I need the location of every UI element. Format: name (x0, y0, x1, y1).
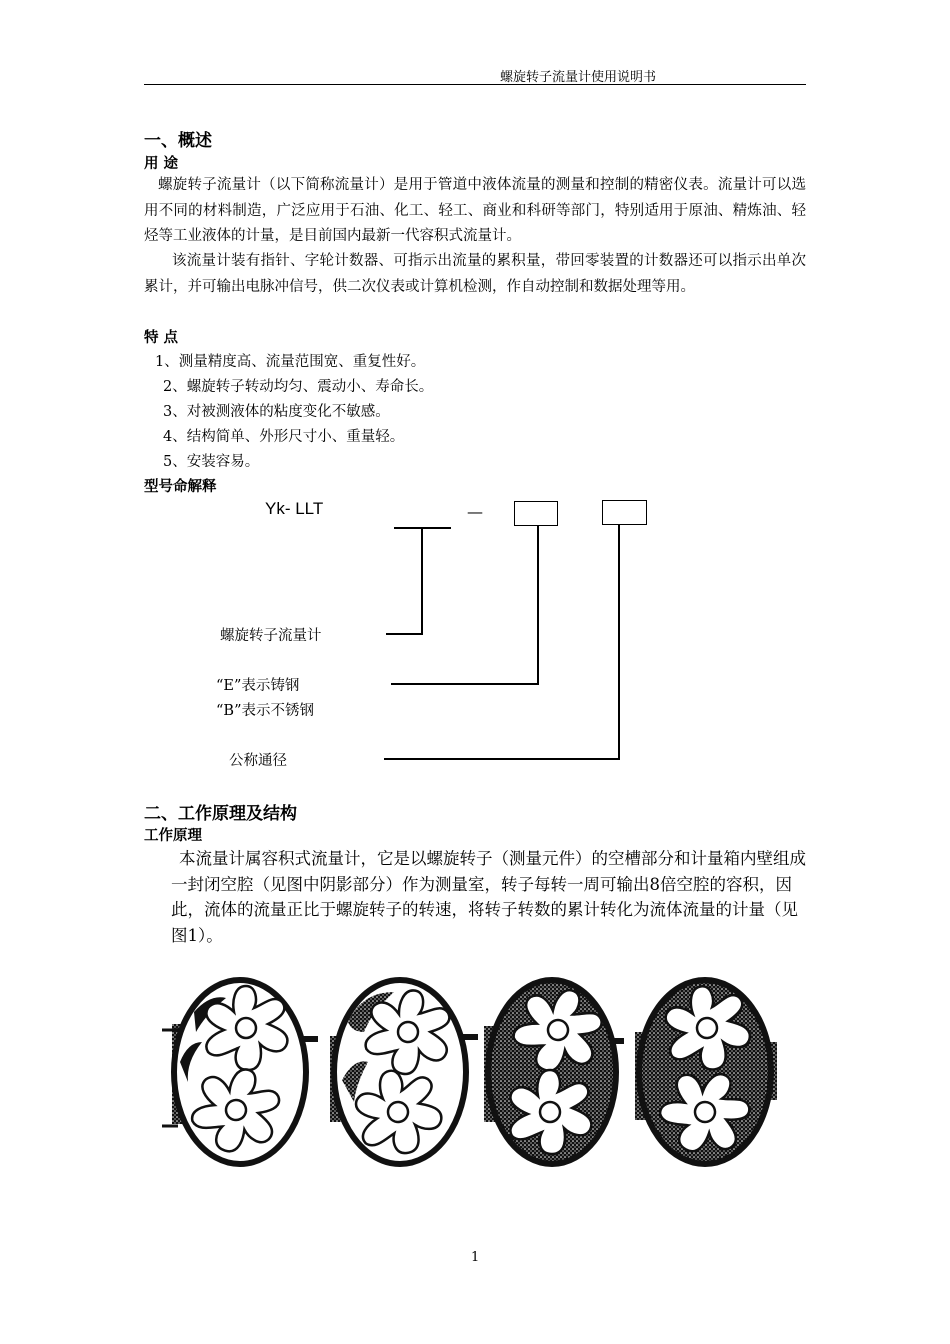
header-title: 螺旋转子流量计使用说明书 (500, 70, 657, 85)
model-code: Yk- LLT (265, 499, 324, 518)
page-number: 1 (471, 1250, 480, 1265)
usage-para-2: 该流量计装有指针、字轮计数器、可指示出流量的累积量，带回零装置的计数器还可以指示出单次累计，并可输出电脉冲信号，供二次仪表或计算机检测，作自动控制和数据处理等用。 (144, 253, 806, 295)
rotor-unit-1 (162, 980, 318, 1164)
feature-item: 4、结构简单、外形尺寸小、重量轻。 (163, 429, 405, 445)
feature-item: 3、对被测液体的粘度变化不敏感。 (163, 404, 390, 420)
rotor-diagram-figure (160, 965, 790, 1180)
features-heading: 特 点 (144, 330, 179, 346)
label-stainless-steel: “B”表示不锈钢 (216, 703, 314, 719)
usage-heading: 用 途 (144, 156, 179, 172)
rotor-unit-3 (484, 976, 624, 1164)
principle-text: 本流量计属容积式流量计，它是以螺旋转子（测量元件）的空槽部分和计量箱内壁组成一封闭空腔（见图中阴影部分）作为测量室，转子每转一周可输出8倍空腔的容积，因此，流体的流量正比于螺旋转子的转速，将转子转数的累计转化为流体流量的计量（见图1）。 (171, 849, 806, 945)
label-cast-steel: “E”表示铸钢 (216, 678, 300, 694)
material-code-box (514, 501, 558, 526)
feature-item: 2、螺旋转子转动均匀、震动小、寿命长。 (163, 379, 434, 395)
connector-line-name-horizontal (386, 633, 423, 635)
feature-item: 1、测量精度高、流量范围宽、重复性好。 (155, 354, 426, 370)
diameter-code-box (602, 500, 647, 525)
header-rule (144, 84, 806, 85)
connector-line-material-vertical (537, 526, 539, 684)
dash-separator: — (467, 502, 483, 521)
connector-line-material-horizontal (391, 683, 539, 685)
usage-para-1: 螺旋转子流量计（以下简称流量计）是用于管道中液体流量的测量和控制的精密仪表。流量计可以选用不同的材料制造，广泛应用于石油、化工、轻工、商业和科研等部门，特别适用于原油、精炼油、轻烃等工业液体的计量，是目前国内最新一代容积式流量计。 (144, 177, 806, 244)
section2-title: 二、工作原理及结构 (144, 804, 297, 824)
rotor-unit-2 (330, 980, 478, 1164)
feature-item: 5、安装容易。 (163, 454, 260, 470)
section1-title: 一、概述 (144, 131, 212, 151)
connector-line-diameter-horizontal (384, 758, 620, 760)
connector-line-name-vertical (421, 528, 423, 634)
label-nominal-diameter: 公称通径 (229, 753, 287, 769)
label-product-name: 螺旋转子流量计 (220, 628, 322, 644)
rotor-unit-4 (635, 980, 777, 1169)
principle-heading: 工作原理 (144, 828, 202, 844)
blank-underline (394, 527, 451, 529)
connector-line-diameter-vertical (618, 525, 620, 759)
model-heading: 型号命解释 (144, 479, 217, 495)
